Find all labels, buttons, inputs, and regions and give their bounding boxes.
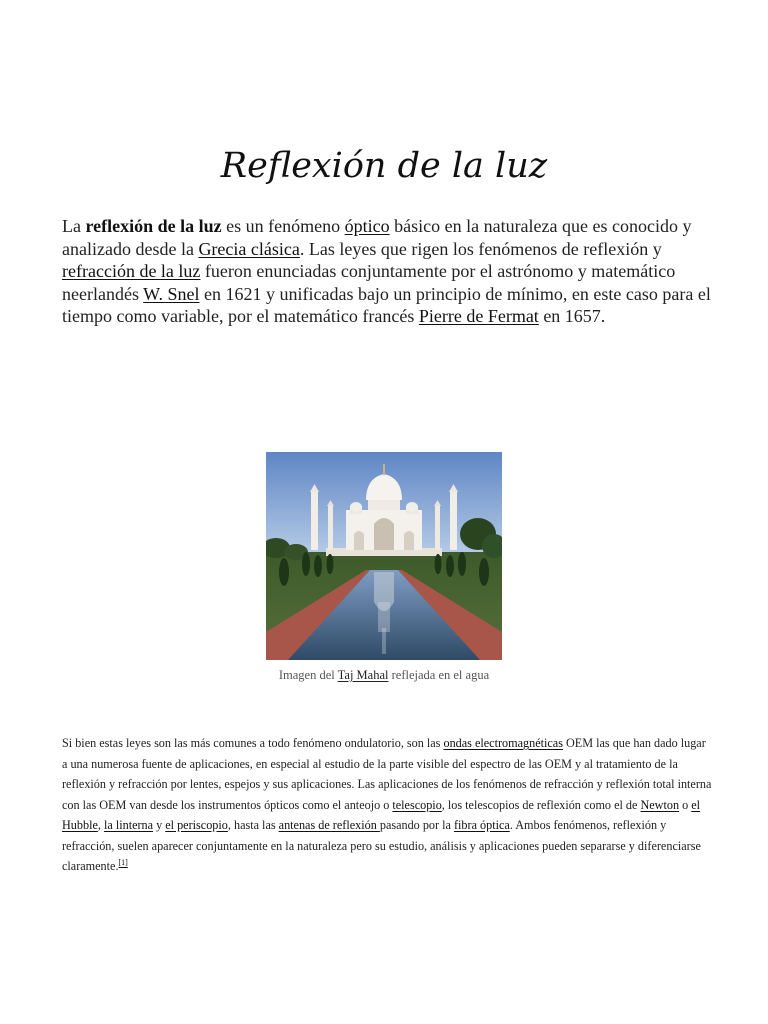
link-fibra-optica[interactable]: fibra óptica — [453, 818, 510, 832]
caption-text: reflejada en el agua — [388, 668, 490, 682]
link-newton[interactable]: Newton — [640, 797, 680, 812]
link-pierre-de-fermat[interactable]: Pierre de Fermat — [418, 306, 539, 327]
intro-text: en 1621 y unificadas bajo un principio de mínimo, en este caso para el tiempo como variable, por el matemático francés — [62, 283, 711, 327]
link-refraccion-de-la-luz[interactable]: refracción de la luz — [62, 261, 201, 282]
body-text: , — [97, 818, 104, 832]
link-la-linterna[interactable]: la linterna — [103, 818, 154, 832]
intro-text: . Las leyes que rigen los fenómenos de reflexión y — [299, 238, 662, 259]
link-ondas-electromagneticas[interactable]: ondas electromagnéticas — [443, 736, 563, 750]
link-telescopio[interactable]: telescopio — [392, 797, 442, 812]
body-paragraph — [62, 733, 712, 877]
body-text: OEM las que han dado lugar a una numerosa fuente de aplicaciones, en especial al estudio de la parte visible del espectro de las OEM y al tratamiento de la reflexión y refracción por lentes, espejos y sus aplicaciones. Las aplicaciones de los fenómenos de refracción y reflexión total interna con las OEM van desde los instrumentos ópticos como el anteojo o — [62, 736, 712, 812]
body-text: Si bien estas leyes son las más comunes a todo fenómeno ondulatorio, son las — [62, 736, 444, 750]
link-el-periscopio[interactable]: el periscopio — [165, 818, 228, 832]
link-taj-mahal[interactable]: Taj Mahal — [337, 668, 389, 682]
body-text: , hasta las — [227, 818, 279, 832]
link-el-hubble[interactable]: el Hubble — [62, 797, 701, 832]
body-text: . Ambos fenómenos, reflexión y refracción, suelen aparecer conjuntamente en la naturaleza pero su estudio, análisis y aplicaciones pueden separarse y diferenciarse claramente. — [62, 818, 701, 873]
link-optico[interactable]: óptico — [344, 216, 390, 236]
link-grecia-clasica[interactable]: Grecia clásica — [198, 238, 300, 259]
link-w-snel[interactable]: W. Snel — [143, 283, 200, 304]
bold-term: reflexión de la luz — [85, 216, 222, 236]
intro-paragraph — [62, 215, 712, 328]
page-title: Reflexión de la luz — [220, 146, 548, 186]
reference-link[interactable]: [1] — [118, 858, 128, 867]
intro-text: es un fenómeno — [221, 216, 345, 236]
body-text: , los telescopios de reflexión como el de — [441, 797, 641, 812]
intro-text: La — [62, 216, 86, 236]
intro-text: fueron enunciadas conjuntamente por el astrónomo y matemático neerlandés — [62, 261, 676, 304]
taj-mahal-image[interactable] — [266, 452, 502, 660]
taj-mahal-illustration — [266, 452, 502, 660]
body-text: y — [153, 818, 166, 832]
intro-text: en 1657. — [538, 306, 606, 327]
caption-text: Imagen del — [278, 668, 338, 682]
intro-text: básico en la naturaleza que es conocido y analizado desde la — [62, 216, 692, 259]
body-text: o — [679, 797, 692, 812]
link-antenas-de-reflexion[interactable]: antenas de reflexión — [278, 818, 380, 832]
body-text: pasando por la — [379, 818, 454, 832]
figure-caption — [0, 666, 768, 684]
